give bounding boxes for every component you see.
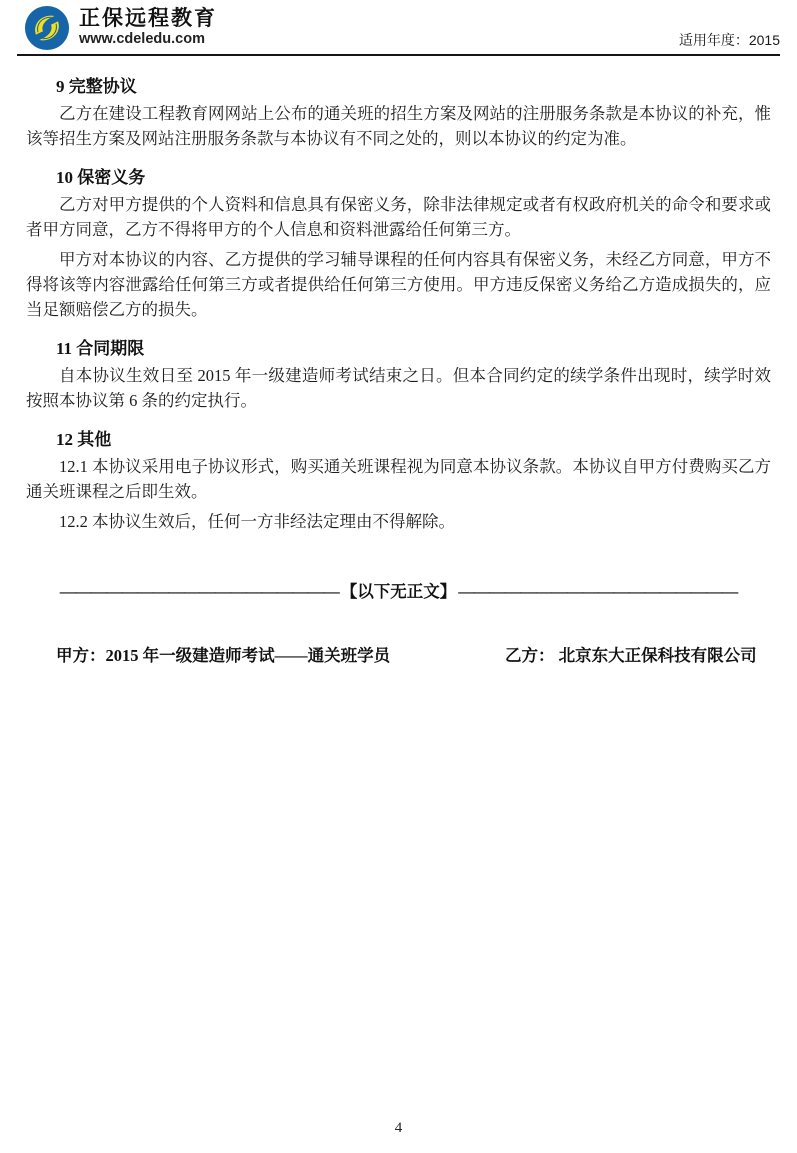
brand-block [24,5,217,51]
brand-name: 正保远程教育 [79,7,217,31]
section-9-heading: 9 完整协议 [56,77,137,96]
end-marker-label: 【以下无正文】 [340,582,457,601]
end-marker-left-dashes: —————————————————— [59,582,339,601]
applicable-year-label: 适用年度：2015 [678,32,780,48]
section-12-paragraph-2: 12.2 本协议生效后，任何一方非经法定理由不得解除。 [59,512,455,531]
end-of-text-marker [26,578,771,602]
signature-row [26,642,771,668]
section-11-paragraph: 自本协议生效日至 2015 年一级建造师考试结束之日。但本合同约定的续学条件出现时，续学时效按照本协议第 6 条的约定执行。 [26,366,771,410]
section-10-paragraph-2: 甲方对本协议的内容、乙方提供的学习辅导课程的任何内容具有保密义务，未经乙方同意，甲方不得将该等内容泄露给任何第三方或者提供给任何第三方使用。甲方违反保密义务给乙方造成损失的，应当足额赔偿乙方的损失。 [26,250,771,319]
section-12-heading: 12 其他 [56,430,112,449]
brand-text [79,7,217,49]
section-12-paragraph-1: 12.1 本协议采用电子协议形式，购买通关班课程视为同意本协议条款。本协议自甲方付费购买乙方通关班课程之后即生效。 [26,457,771,501]
section-11-heading: 11 合同期限 [56,339,145,358]
brand-website: www.cdeledu.com [79,31,205,48]
contract-body [0,56,797,668]
party-a-signature: 甲方：2015 年一级建造师考试——通关班学员 [56,646,391,665]
zhengbao-logo-icon [24,5,70,51]
section-9-paragraph: 乙方在建设工程教育网网站上公布的通关班的招生方案及网站的注册服务条款是本协议的补充，惟该等招生方案及网站注册服务条款与本协议有不同之处的，则以本协议的约定为准。 [26,104,771,148]
end-marker-right-dashes: —————————————————— [458,582,738,601]
section-10-paragraph-1: 乙方对甲方提供的个人资料和信息具有保密义务，除非法律规定或者有权政府机关的命令和要求或者甲方同意，乙方不得将甲方的个人信息和资料泄露给任何第三方。 [26,195,771,239]
page-header [0,0,797,54]
page-footer [0,1120,797,1137]
section-10-heading: 10 保密义务 [56,168,146,187]
page-number: 4 [394,1120,403,1136]
party-b-signature: 乙方： 北京东大正保科技有限公司 [505,646,757,665]
